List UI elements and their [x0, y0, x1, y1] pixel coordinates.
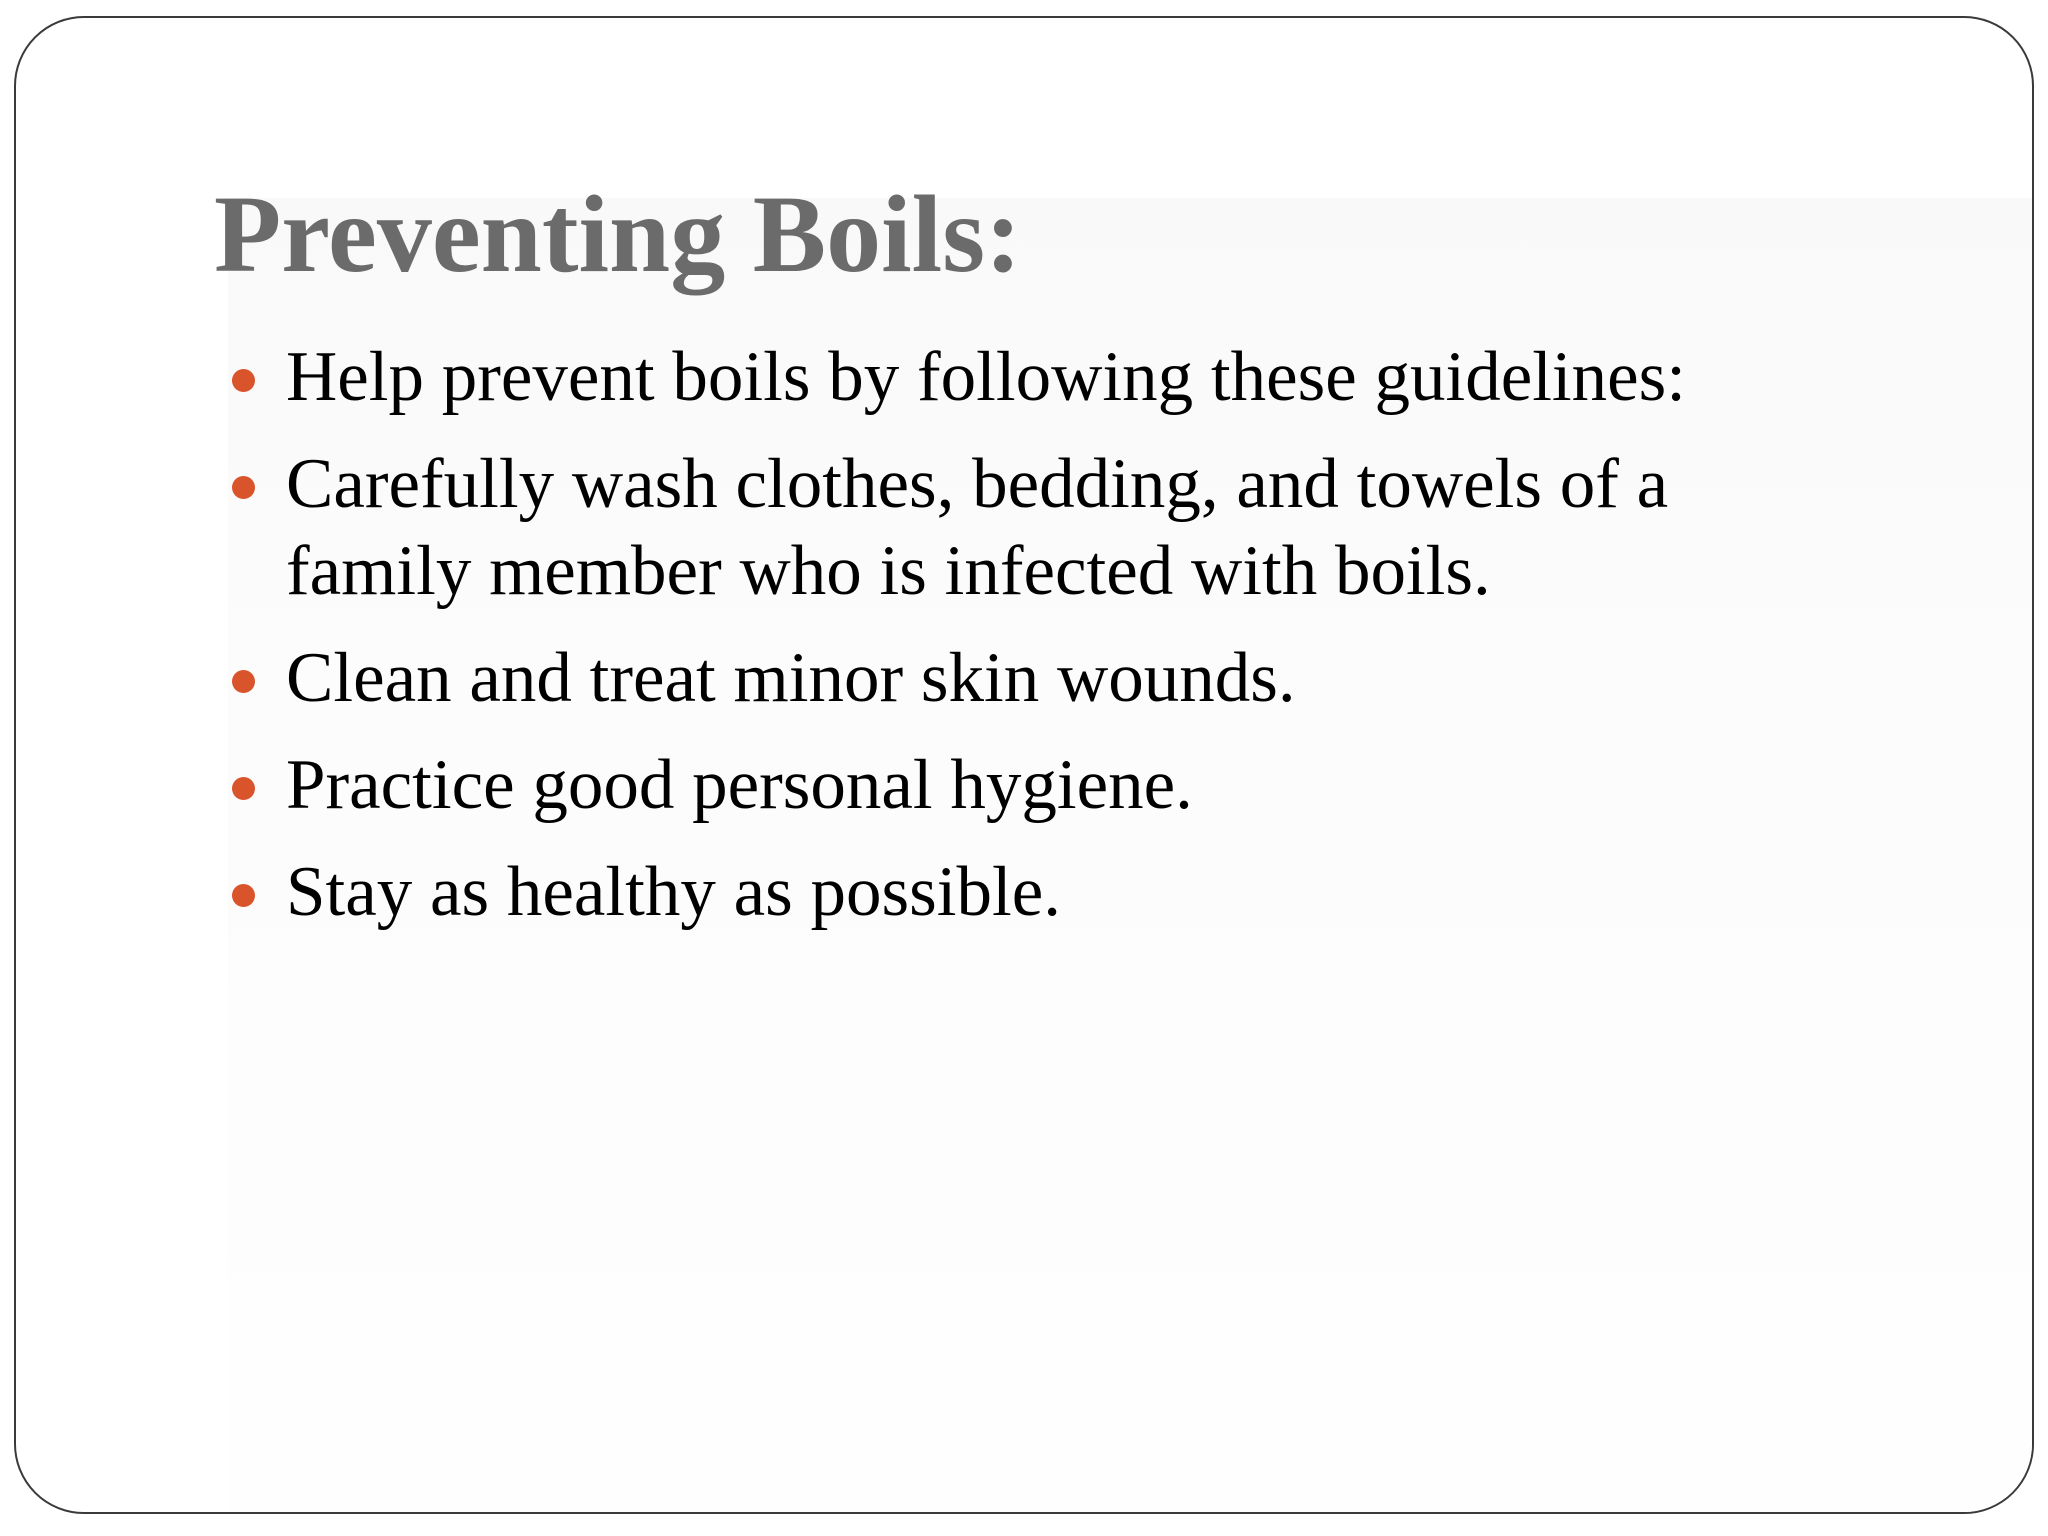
bullet-item: [214, 849, 1854, 936]
bullet-text: Practice good personal hygiene.: [286, 746, 1193, 824]
bullet-dot-icon: [232, 476, 255, 499]
bullet-item: [214, 334, 1854, 421]
bullet-dot-icon: [232, 369, 255, 392]
bullet-text: Clean and treat minor skin wounds.: [286, 639, 1296, 717]
bullet-dot-icon: [232, 670, 255, 693]
bullet-text: Help prevent boils by following these guidelines:: [286, 338, 1687, 416]
bullet-list: [214, 334, 1854, 956]
bullet-text: Carefully wash clothes, bedding, and towels of a family member who is infected with boils.: [286, 445, 1669, 610]
bullet-dot-icon: [232, 777, 255, 800]
bullet-text: Stay as healthy as possible.: [286, 853, 1061, 931]
bullet-item: [214, 441, 1854, 615]
slide-title: Preventing Boils:: [214, 173, 1022, 295]
bullet-item: [214, 742, 1854, 829]
bullet-dot-icon: [232, 884, 255, 907]
bullet-item: [214, 635, 1854, 722]
